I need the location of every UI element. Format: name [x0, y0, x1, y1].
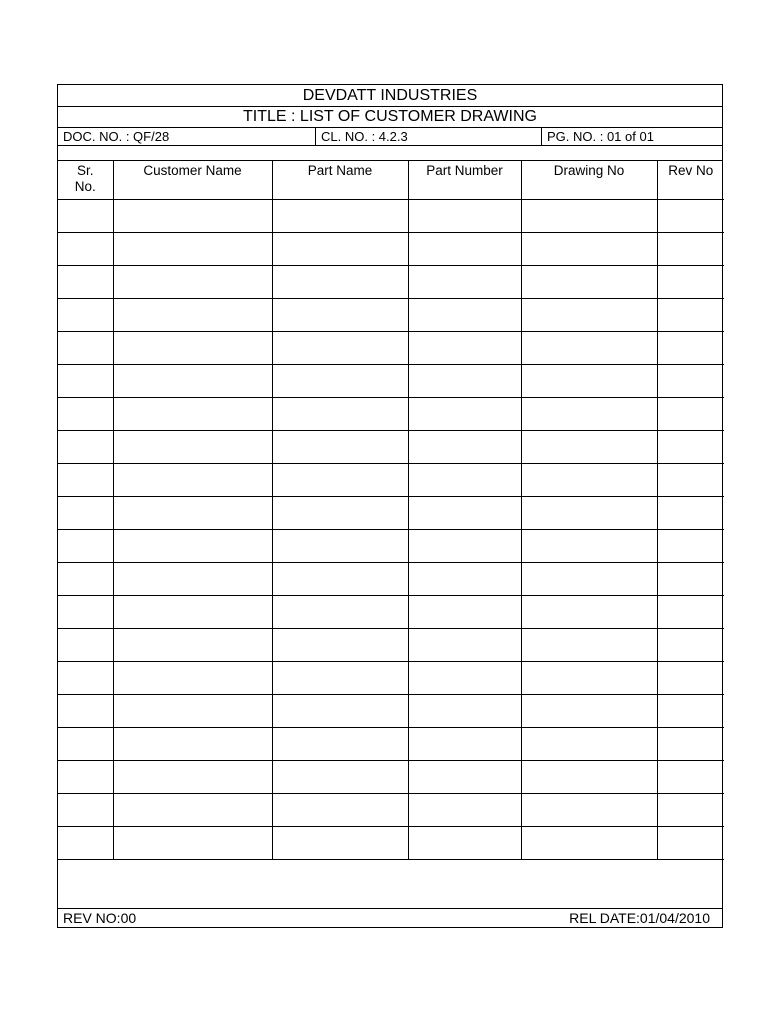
column-header-rev-no: Rev No: [657, 161, 724, 200]
table-cell: [408, 332, 521, 365]
table-cell: [272, 332, 408, 365]
table-cell: [521, 464, 657, 497]
table-cell: [657, 530, 724, 563]
table-cell: [408, 365, 521, 398]
drawing-list-table: [58, 161, 724, 860]
table-cell: [657, 629, 724, 662]
document-meta-row: [58, 128, 722, 146]
table-cell: [272, 761, 408, 794]
table-row: [58, 530, 724, 563]
table-cell: [408, 299, 521, 332]
table-cell: [521, 794, 657, 827]
table-row: [58, 464, 724, 497]
table-cell: [113, 431, 272, 464]
table-cell: [272, 695, 408, 728]
table-row: [58, 299, 724, 332]
table-row: [58, 827, 724, 860]
table-cell: [657, 200, 724, 233]
table-cell: [657, 464, 724, 497]
table-row: [58, 662, 724, 695]
table-cell: [657, 497, 724, 530]
table-cell: [58, 827, 113, 860]
table-cell: [113, 398, 272, 431]
table-cell: [58, 464, 113, 497]
table-cell: [657, 431, 724, 464]
table-cell: [113, 530, 272, 563]
table-row: [58, 728, 724, 761]
table-cell: [408, 629, 521, 662]
table-cell: [113, 563, 272, 596]
table-cell: [521, 761, 657, 794]
table-cell: [58, 794, 113, 827]
table-cell: [113, 464, 272, 497]
column-header-drawing-no: Drawing No: [521, 161, 657, 200]
table-cell: [657, 398, 724, 431]
table-cell: [408, 596, 521, 629]
table-cell: [521, 332, 657, 365]
table-cell: [58, 266, 113, 299]
table-cell: [657, 662, 724, 695]
table-cell: [521, 629, 657, 662]
table-cell: [408, 530, 521, 563]
table-cell: [521, 431, 657, 464]
table-cell: [272, 233, 408, 266]
revision-number: REV NO:00: [63, 910, 137, 926]
table-cell: [657, 596, 724, 629]
table-cell: [657, 563, 724, 596]
table-row: [58, 233, 724, 266]
table-cell: [272, 728, 408, 761]
remarks-area: [58, 860, 722, 909]
table-cell: [657, 695, 724, 728]
table-cell: [657, 761, 724, 794]
table-cell: [657, 728, 724, 761]
table-row: [58, 563, 724, 596]
table-cell: [58, 629, 113, 662]
table-cell: [408, 695, 521, 728]
table-header-row: [58, 161, 724, 200]
customer-drawing-form: [57, 84, 723, 928]
table-cell: [272, 266, 408, 299]
table-cell: [657, 827, 724, 860]
table-cell: [58, 200, 113, 233]
table-cell: [521, 365, 657, 398]
column-header-sr-no: Sr. No.: [58, 161, 113, 200]
column-header-customer-name: Customer Name: [113, 161, 272, 200]
table-cell: [521, 596, 657, 629]
table-cell: [113, 695, 272, 728]
table-cell: [58, 662, 113, 695]
table-cell: [521, 299, 657, 332]
table-cell: [272, 365, 408, 398]
table-cell: [521, 530, 657, 563]
table-cell: [58, 530, 113, 563]
table-cell: [113, 827, 272, 860]
table-cell: [58, 695, 113, 728]
table-cell: [408, 662, 521, 695]
table-cell: [113, 629, 272, 662]
table-cell: [521, 200, 657, 233]
table-cell: [272, 398, 408, 431]
table-cell: [521, 563, 657, 596]
table-row: [58, 629, 724, 662]
table-cell: [272, 431, 408, 464]
clause-number: CL. NO. : 4.2.3: [316, 128, 542, 145]
table-cell: [408, 464, 521, 497]
column-header-part-number: Part Number: [408, 161, 521, 200]
table-cell: [657, 794, 724, 827]
table-row: [58, 332, 724, 365]
table-cell: [58, 728, 113, 761]
table-cell: [408, 398, 521, 431]
table-row: [58, 200, 724, 233]
company-name: DEVDATT INDUSTRIES: [58, 85, 722, 107]
table-cell: [408, 233, 521, 266]
table-cell: [272, 200, 408, 233]
table-cell: [272, 464, 408, 497]
table-cell: [408, 266, 521, 299]
table-cell: [408, 200, 521, 233]
release-date: REL DATE:01/04/2010: [569, 910, 710, 926]
table-cell: [272, 530, 408, 563]
table-cell: [58, 332, 113, 365]
table-row: [58, 794, 724, 827]
table-cell: [408, 794, 521, 827]
table-cell: [408, 728, 521, 761]
table-body: [58, 200, 724, 860]
table-row: [58, 596, 724, 629]
table-cell: [58, 431, 113, 464]
table-cell: [657, 266, 724, 299]
table-cell: [58, 497, 113, 530]
table-cell: [113, 794, 272, 827]
table-row: [58, 266, 724, 299]
table-cell: [272, 794, 408, 827]
table-cell: [521, 827, 657, 860]
table-cell: [272, 563, 408, 596]
table-row: [58, 431, 724, 464]
table-cell: [113, 497, 272, 530]
table-cell: [408, 563, 521, 596]
table-row: [58, 365, 724, 398]
table-cell: [113, 761, 272, 794]
column-header-part-name: Part Name: [272, 161, 408, 200]
table-cell: [272, 629, 408, 662]
table-cell: [272, 662, 408, 695]
table-cell: [521, 662, 657, 695]
table-cell: [272, 497, 408, 530]
table-cell: [657, 365, 724, 398]
table-cell: [113, 728, 272, 761]
table-cell: [113, 596, 272, 629]
page-number: PG. NO. : 01 of 01: [547, 129, 654, 144]
table-cell: [272, 596, 408, 629]
table-cell: [113, 299, 272, 332]
table-cell: [272, 827, 408, 860]
table-cell: [58, 365, 113, 398]
table-cell: [657, 299, 724, 332]
table-cell: [58, 233, 113, 266]
table-cell: [521, 266, 657, 299]
table-cell: [113, 233, 272, 266]
table-cell: [408, 497, 521, 530]
table-cell: [657, 233, 724, 266]
table-cell: [113, 266, 272, 299]
table-row: [58, 761, 724, 794]
table-cell: [58, 563, 113, 596]
table-cell: [113, 332, 272, 365]
table-cell: [58, 299, 113, 332]
table-cell: [408, 431, 521, 464]
form-footer: [58, 909, 722, 927]
table-row: [58, 398, 724, 431]
spacer-row: [58, 146, 722, 161]
table-cell: [58, 596, 113, 629]
table-cell: [521, 695, 657, 728]
doc-number: DOC. NO. : QF/28: [58, 128, 316, 145]
table-cell: [408, 761, 521, 794]
table-cell: [521, 233, 657, 266]
document-title: TITLE : LIST OF CUSTOMER DRAWING: [58, 107, 722, 128]
table-cell: [521, 398, 657, 431]
table-cell: [657, 332, 724, 365]
table-cell: [521, 728, 657, 761]
table-cell: [113, 662, 272, 695]
table-cell: [521, 497, 657, 530]
table-cell: [58, 398, 113, 431]
table-cell: [408, 827, 521, 860]
table-cell: [113, 200, 272, 233]
table-cell: [113, 365, 272, 398]
table-row: [58, 695, 724, 728]
table-row: [58, 497, 724, 530]
table-cell: [272, 299, 408, 332]
table-cell: [58, 761, 113, 794]
